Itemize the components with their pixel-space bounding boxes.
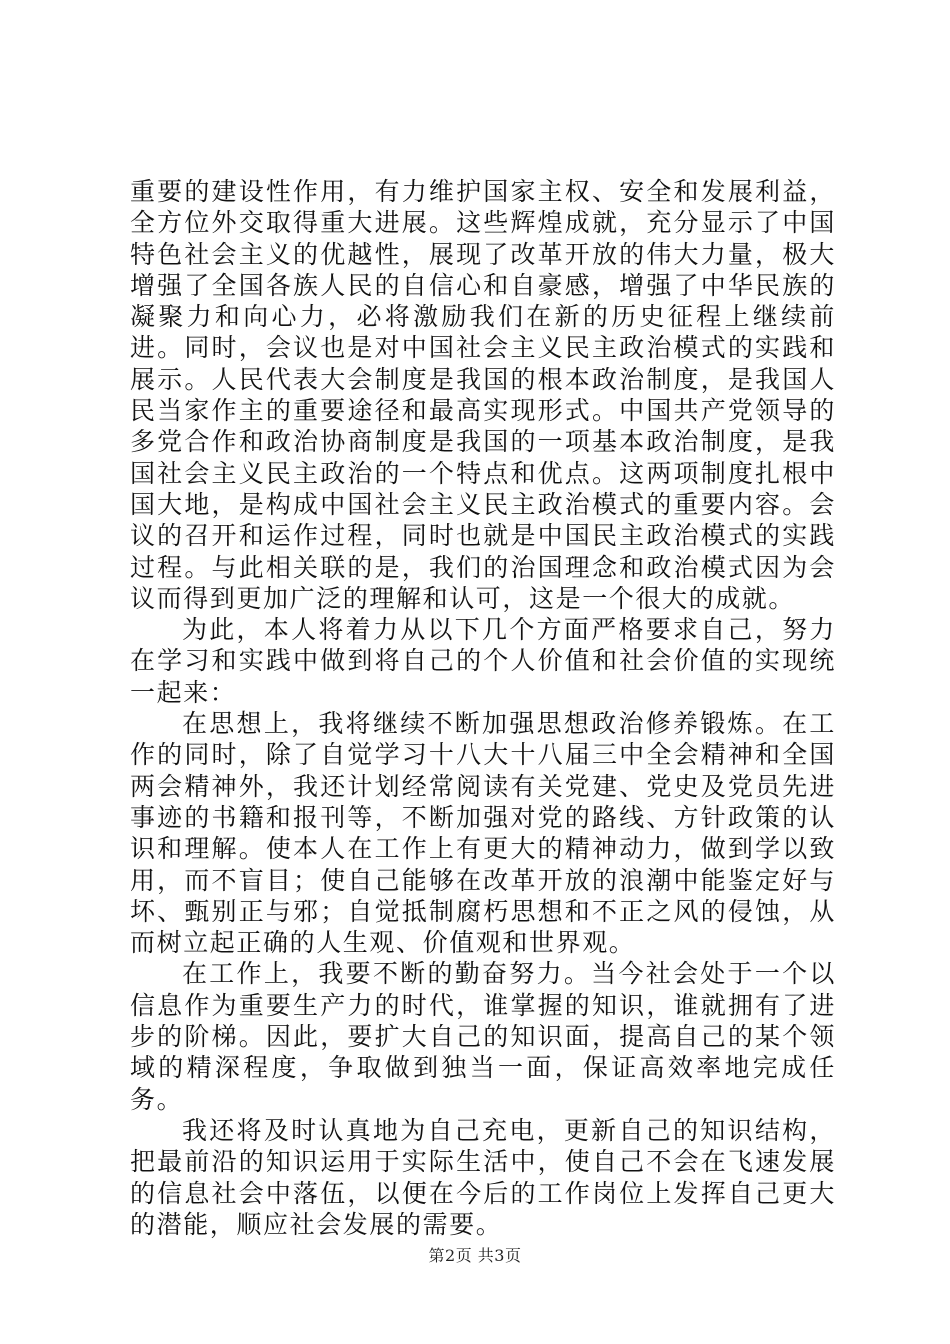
document-body <box>130 176 836 1240</box>
paragraph-continuation: 重要的建设性作用，有力维护国家主权、安全和发展利益，全方位外交取得重大进展。这些辉煌成就，充分显示了中国特色社会主义的优越性，展现了改革开放的伟大力量，极大增强了全国各族人民的自信心和自豪感，增强了中华民族的凝聚力和向心力，必将激励我们在新的历史征程上继续前进。同时，会议也是对中国社会主义民主政治模式的实践和展示。人民代表大会制度是我国的根本政治制度，是我国人民当家作主的重要途径和最高实现形式。中国共产党领导的多党合作和政治协商制度是我国的一项基本政治制度，是我国社会主义民主政治的一个特点和优点。这两项制度扎根中国大地，是构成中国社会主义民主政治模式的重要内容。会议的召开和运作过程，同时也就是中国民主政治模式的实践过程。与此相关联的是，我们的治国理念和政治模式因为会议而得到更加广泛的理解和认可，这是一个很大的成就。 <box>130 177 836 613</box>
page-number-label: 第2页 共3页 <box>428 1246 522 1265</box>
page-footer <box>0 1243 950 1266</box>
paragraph-intro-requirements: 为此，本人将着力从以下几个方面严格要求自己，努力在学习和实践中做到将自己的个人价值和社会价值的实现统一起来： <box>130 615 836 707</box>
paragraph-self-improvement: 我还将及时认真地为自己充电，更新自己的知识结构，把最前沿的知识运用于实际生活中，使自己不会在飞速发展的信息社会中落伍，以便在今后的工作岗位上发挥自己更大的潜能，顺应社会发展的需要。 <box>130 1115 836 1239</box>
paragraph-thought: 在思想上，我将继续不断加强思想政治修养锻炼。在工作的同时，除了自觉学习十八大十八届三中全会精神和全国两会精神外，我还计划经常阅读有关党建、党史及党员先进事迹的书籍和报刊等，不断加强对党的路线、方针政策的认识和理解。使本人在工作上有更大的精神动力，做到学以致用，而不盲目；使自己能够在改革开放的浪潮中能鉴定好与坏、甄别正与邪；自觉抵制腐朽思想和不正之风的侵蚀，从而树立起正确的人生观、价值观和世界观。 <box>130 709 836 958</box>
paragraph-work: 在工作上，我要不断的勤奋努力。当今社会处于一个以信息作为重要生产力的时代，谁掌握的知识，谁就拥有了进步的阶梯。因此，要扩大自己的知识面，提高自己的某个领域的精深程度，争取做到独当一面，保证高效率地完成任务。 <box>130 959 836 1114</box>
